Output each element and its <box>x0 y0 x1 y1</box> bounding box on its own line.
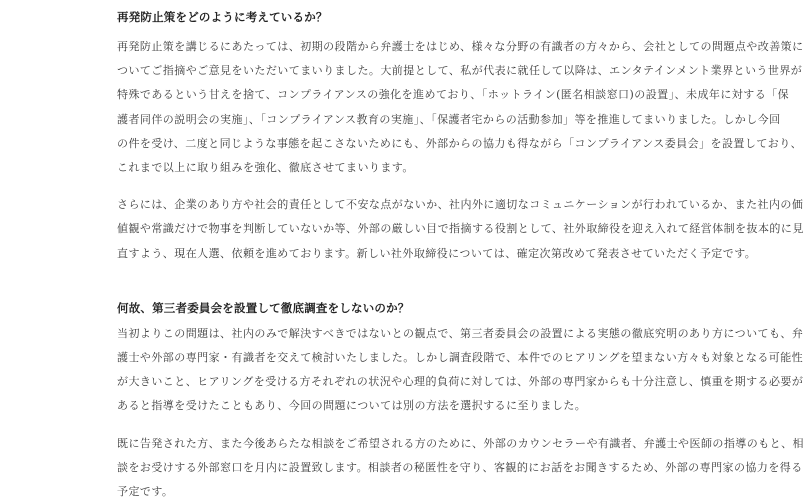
paragraph-line: これまで以上に取り組みを強化、徹底させてまいります。 <box>117 161 414 175</box>
paragraph-line: 直すよう、現在人選、依頼を進めております。新しい社外取締役については、確定次第改めて発表させていただく予定です。 <box>117 246 757 260</box>
paragraph-line: 予定です。 <box>117 485 174 499</box>
paragraph <box>117 322 804 419</box>
paragraph-line: 再発防止策を講じるにあたっては、初期の段階から弁護士をはじめ、様々な分野の有識者の方々から、会社としての問題点や改善策に <box>117 40 804 53</box>
paragraph-line: さらには、企業のあり方や社会的責任として不安な点がないか、社内外に適切なコミュニケーションが行われているか、また社内の価 <box>117 198 804 212</box>
paragraph-line: 値観や常識だけで物事を判断していないか等、外部の厳しい目で指摘する役割として、社外取締役を迎え入れて経営体制を抜本的に見 <box>117 222 804 236</box>
paragraph-line: ついてご指摘やご意見をいただいてまいりました。大前提として、私が代表に就任して以降は、エンタテインメント業界という世界が <box>117 64 803 78</box>
paragraph-line: 特殊であるという甘えを捨て、コンプライアンスの強化を進めており、「ホットライン(匿名相談窓口)の設置」、未成年に対する「保 <box>117 88 790 102</box>
paragraph-line: 当初よりこの問題は、社内のみで解決すべきではないとの観点で、第三者委員会の設置による実態の徹底究明のあり方についても、弁 <box>117 326 804 340</box>
paragraph <box>117 432 804 504</box>
paragraph-line: 護士や外部の専門家・有識者を交えて検討いたしました。しかし調査段階で、本件でのヒアリングを望まない方々も対象となる可能性 <box>117 351 804 365</box>
paragraph-line: 護者同伴の説明会の実施」、「コンプライアンス教育の実施」、「保護者宅からの活動参加」等を推進してまいりました。しかし今回 <box>117 112 781 126</box>
paragraph-line: 既に告発された方、また今後あらたな相談をご希望される方のために、外部のカウンセラーや有識者、弁護士や医師の指導のもと、相 <box>117 436 804 450</box>
paragraph-line: あると指導を受けたこともあり、今回の問題については別の方法を選択するに至りました。 <box>117 399 587 413</box>
section-heading-recurrence-prevention: 再発防止策をどのように考えているか？ <box>117 10 328 24</box>
paragraph-line: 談をお受けする外部窓口を月内に設置致します。相談者の秘匿性を守り、客観的にお話をお聞きするため、外部の専門家の協力を得る <box>117 460 803 474</box>
paragraph-line: の件を受け、二度と同じような事態を起こさないためにも、外部からの協力も得ながら「コンプライアンス委員会」を設置しており、 <box>117 136 803 150</box>
paragraph <box>117 35 804 180</box>
paragraph-line: が大きいこと、ヒアリングを受ける方それぞれの状況や心理的負荷に対しては、外部の専門家からも十分注意し、慎重を期する必要が <box>117 375 804 389</box>
paragraph <box>117 193 804 266</box>
section-heading-third-party-committee: 何故、第三者委員会を設置して徹底調査をしないのか？ <box>117 300 410 315</box>
